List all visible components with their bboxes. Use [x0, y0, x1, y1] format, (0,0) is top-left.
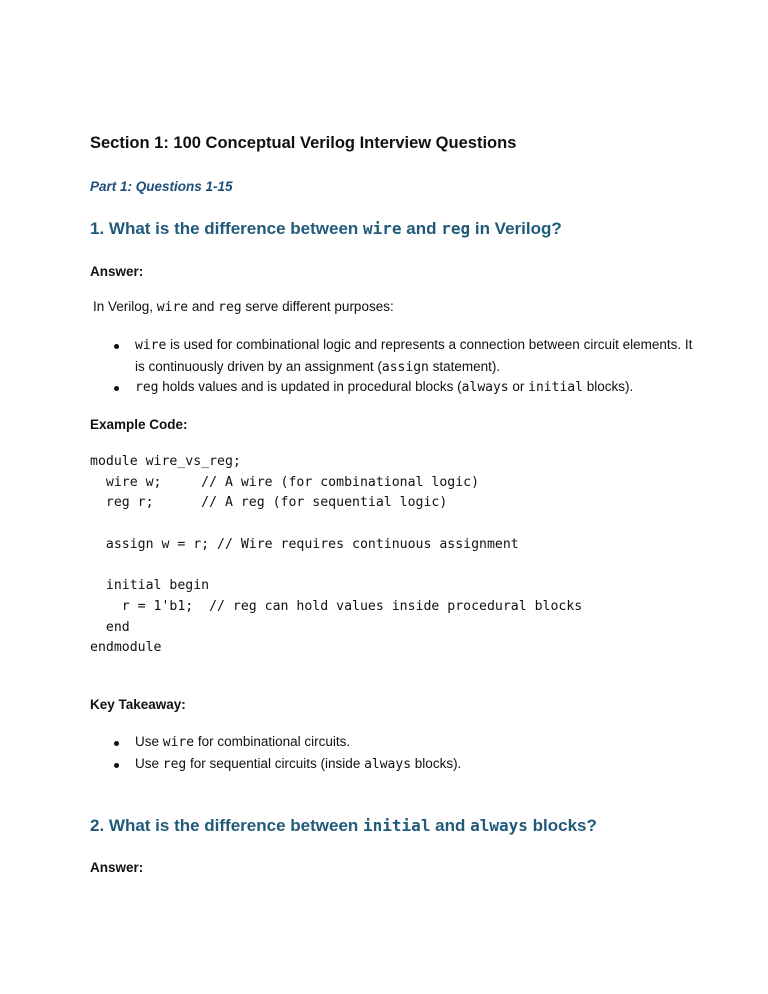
q1-keyword-reg: reg	[441, 219, 471, 238]
q1-intro-c: serve different purposes:	[241, 299, 394, 314]
question-1-heading	[90, 219, 562, 239]
q1-bullet-2-text2: or	[508, 379, 529, 394]
takeaway-2-a: Use	[135, 756, 163, 771]
part-title: Part 1: Questions 1-15	[90, 179, 233, 194]
takeaway-1-kw: wire	[162, 735, 195, 750]
q1-keyword-wire: wire	[363, 219, 402, 238]
q1-bullet-1-kw: wire	[135, 338, 167, 353]
q1-mid: and	[401, 219, 442, 238]
q1-bullet-1-kw2: assign	[381, 360, 429, 375]
q1-bullet-2-text3: blocks).	[582, 379, 634, 394]
q1-bullet-2-text1: holds values and is updated in procedural blocks (	[158, 379, 462, 394]
q2-answer-label: Answer:	[90, 860, 144, 875]
q1-bullet-2-kw3: initial	[528, 380, 583, 395]
takeaway-1-b: for combinational circuits.	[194, 734, 351, 749]
bullet-dot	[114, 763, 119, 768]
bullet-dot	[114, 386, 119, 391]
q1-intro	[93, 299, 394, 315]
q1-intro-kw1: wire	[156, 300, 189, 315]
q2-keyword-always: always	[470, 816, 528, 835]
q2-keyword-initial: initial	[363, 816, 431, 835]
bullet-dot	[114, 741, 119, 746]
takeaway-2-c: blocks).	[411, 756, 462, 771]
takeaway-1	[135, 731, 695, 753]
q1-suffix: in Verilog?	[470, 219, 562, 238]
q1-bullet-1-text2: statement).	[428, 359, 501, 374]
takeaway-1-a: Use	[135, 734, 163, 749]
key-takeaway-label: Key Takeaway:	[90, 697, 186, 712]
q1-bullet-2-kw: reg	[135, 380, 159, 395]
q1-intro-kw2: reg	[218, 300, 242, 315]
q1-intro-b: and	[188, 299, 219, 314]
example-code-label: Example Code:	[90, 417, 188, 432]
takeaway-2-kw2: always	[364, 757, 412, 772]
takeaway-2-b: for sequential circuits (inside	[186, 756, 365, 771]
q2-prefix: 2. What is the difference between	[90, 816, 364, 835]
q1-bullet-2-kw2: always	[461, 380, 509, 395]
bullet-dot	[114, 344, 119, 349]
takeaway-2-kw: reg	[162, 757, 187, 772]
q1-intro-a: In Verilog,	[93, 299, 157, 314]
section-title: Section 1: 100 Conceptual Verilog Interview Questions	[90, 134, 517, 152]
q1-answer-label: Answer:	[90, 264, 144, 279]
q1-bullet-1	[135, 334, 695, 378]
q1-bullet-1-text1: is used for combinational logic and represents a connection between circuit elements. It is continuously driven by an assignment (	[135, 337, 693, 374]
question-2-heading	[90, 816, 597, 836]
takeaway-2	[135, 753, 695, 775]
code-block: module wire_vs_reg; wire w; // A wire (for combinational logic) reg r; // A reg (for sequential logic) assign w = r; // Wire requires continuous assignment initial begin r = 1'b1; // reg can hold values inside procedural blocks end endmodule	[90, 454, 583, 656]
q1-prefix: 1. What is the difference between	[90, 219, 364, 238]
q2-mid: and	[430, 816, 471, 835]
q2-suffix: blocks?	[527, 816, 597, 835]
q1-bullet-2	[135, 376, 695, 398]
